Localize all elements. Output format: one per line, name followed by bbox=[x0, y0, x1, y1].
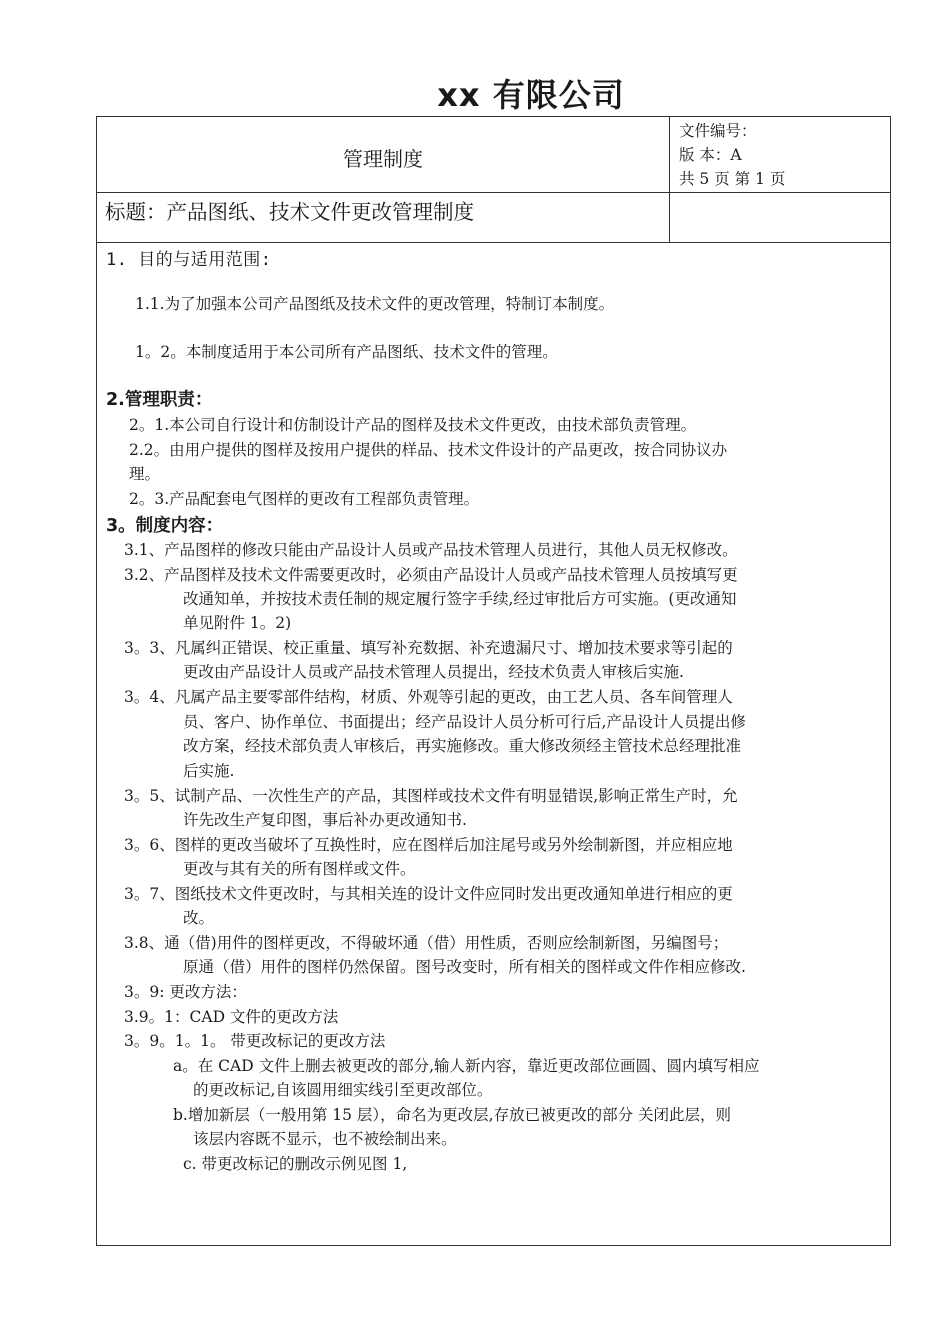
section-3-heading: 3。制度内容： bbox=[106, 516, 224, 536]
paragraph-line: 3。7、图纸技术文件更改时，与其相关连的设计文件应同时发出更改通知单进行相应的更 bbox=[124, 885, 733, 903]
paragraph-line: 员、客户、协作单位、书面提出；经产品设计人员分析可行后,产品设计人员提出修 bbox=[183, 713, 746, 731]
paragraph-line: 的更改标记,自该圆用细实线引至更改部位。 bbox=[193, 1081, 493, 1099]
paragraph-line: 3。6、图样的更改当破坏了互换性时，应在图样后加注尾号或另外绘制新图，并应相应地 bbox=[124, 836, 733, 854]
paragraph-line: 2.2。由用户提供的图样及按用户提供的样品、技术文件设计的产品更改，按合同协议办 bbox=[129, 441, 728, 459]
paragraph-line: c. 带更改标记的删改示例见图 1, bbox=[183, 1155, 408, 1173]
doc-subject: 标题：产品图纸、技术文件更改管理制度 bbox=[105, 200, 474, 224]
section-2-heading: 2.管理职责： bbox=[106, 390, 213, 410]
paragraph-line: 原通（借）用件的图样仍然保留。图号改变时，所有相关的图样或文件作相应修改. bbox=[183, 958, 746, 976]
paragraph-line: 3.9。1：CAD 文件的更改方法 bbox=[124, 1008, 339, 1026]
paragraph-line: 3。4、凡属产品主要零部件结构，材质、外观等引起的更改，由工艺人员、各车间管理人 bbox=[124, 688, 733, 706]
company-title: xx 有限公司 bbox=[437, 76, 625, 114]
document-form bbox=[96, 116, 891, 1246]
paragraph-line: b.增加新层（一般用第 15 层），命名为更改层,存放已被更改的部分 关闭此层，则 bbox=[173, 1106, 732, 1124]
paragraph-line: 3.8、通（借)用件的图样更改，不得破坏通（借）用性质，否则应绘制新图，另编图号； bbox=[124, 934, 729, 952]
doc-version: 版 本：A bbox=[679, 146, 742, 164]
paragraph-line: 更改与其有关的所有图样或文件。 bbox=[183, 860, 416, 878]
paragraph-line: 3。9: 更改方法： bbox=[124, 983, 247, 1001]
paragraph-line: 1.1.为了加强本公司产品图纸及技术文件的更改管理，特制订本制度。 bbox=[135, 295, 615, 313]
doc-number-label: 文件编号： bbox=[679, 122, 757, 140]
paragraph-line: 3.2、产品图样及技术文件需要更改时，必须由产品设计人员或产品技术管理人员按填写更 bbox=[124, 566, 738, 584]
header-divider bbox=[97, 192, 890, 193]
paragraph-line: 3。9。1。1。 带更改标记的更改方法 bbox=[124, 1032, 386, 1050]
doc-pages: 共 5 页 第 1 页 bbox=[679, 170, 786, 188]
subject-divider bbox=[97, 242, 890, 243]
paragraph-line: 改通知单，并按技术责任制的规定履行签字手续,经过审批后方可实施。(更改通知 bbox=[183, 590, 737, 608]
paragraph-line: 3.1、产品图样的修改只能由产品设计人员或产品技术管理人员进行，其他人员无权修改。 bbox=[124, 541, 738, 559]
paragraph-line: 单见附件 1。2) bbox=[183, 614, 292, 632]
section-1-heading: 1. 目的与适用范围: bbox=[106, 250, 272, 270]
paragraph-line: 改。 bbox=[183, 909, 215, 927]
paragraph-line: 3。5、试制产品、一次性生产的产品，其图样或技术文件有明显错误,影响正常生产时，允 bbox=[124, 787, 738, 805]
paragraph-line: 更改由产品设计人员或产品技术管理人员提出，经技术负责人审核后实施. bbox=[183, 663, 684, 681]
paragraph-line: 理。 bbox=[129, 465, 161, 483]
paragraph-line: 3。3、凡属纠正错误、校正重量、填写补充数据、补充遗漏尺寸、增加技术要求等引起的 bbox=[124, 639, 733, 657]
paragraph-line: 2。3.产品配套电气图样的更改有工程部负责管理。 bbox=[129, 490, 480, 508]
paragraph-line: a。在 CAD 文件上删去被更改的部分,输人新内容，靠近更改部位画圆、圆内填写相应 bbox=[173, 1057, 760, 1075]
paragraph-line: 改方案，经技术部负责人审核后，再实施修改。重大修改须经主管技术总经理批准 bbox=[183, 737, 742, 755]
paragraph-line: 该层内容既不显示，也不被绘制出来。 bbox=[193, 1130, 457, 1148]
header-column-divider bbox=[669, 117, 670, 242]
paragraph-line: 1。2。本制度适用于本公司所有产品图纸、技术文件的管理。 bbox=[135, 343, 558, 361]
doc-type: 管理制度 bbox=[343, 147, 423, 171]
paragraph-line: 后实施. bbox=[183, 762, 235, 780]
paragraph-line: 2。1.本公司自行设计和仿制设计产品的图样及技术文件更改，由技术部负责管理。 bbox=[129, 416, 697, 434]
paragraph-line: 许先改生产复印图，事后补办更改通知书. bbox=[183, 811, 467, 829]
